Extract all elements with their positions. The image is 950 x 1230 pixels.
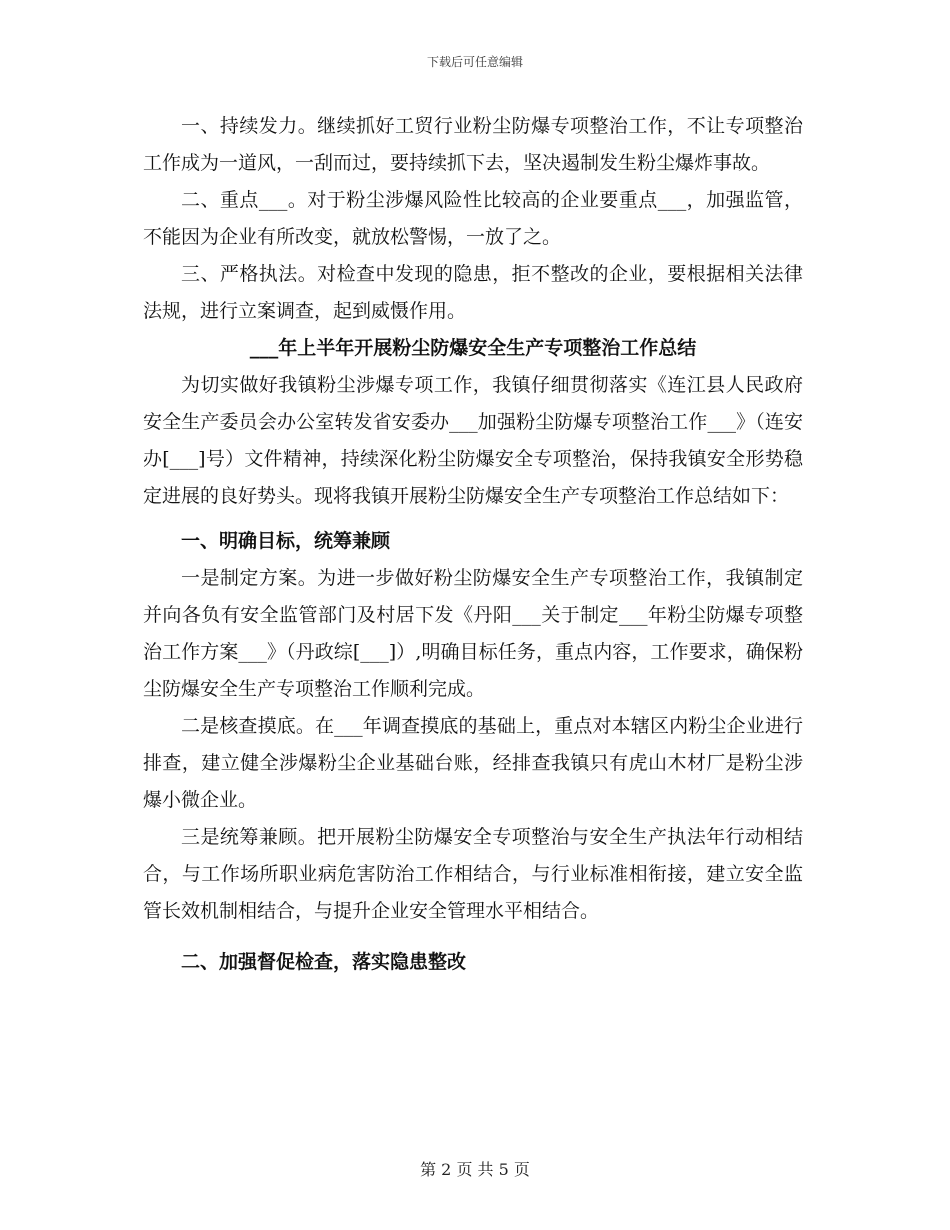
document-body bbox=[143, 108, 803, 981]
paragraph-key-focus: 二、重点___。对于粉尘涉爆风险性比较高的企业要重点___，加强监管，不能因为企业有所改变，就放松警惕，一放了之。 bbox=[143, 189, 803, 248]
paragraph-coordination: 三是统筹兼顾。把开展粉尘防爆安全专项整治与安全生产执法年行动相结合，与工作场所职业病危害防治工作相结合，与行业标准相衔接，建立安全监管长效机制相结合，与提升企业安全管理水平相结合。 bbox=[143, 826, 803, 922]
paragraph-sustain-effort: 一、持续发力。继续抓好工贸行业粉尘防爆专项整治工作，不让专项整治工作成为一道风，一刮而过，要持续抓下去，坚决遏制发生粉尘爆炸事故。 bbox=[143, 115, 803, 174]
page-number: 第 2 页 共 5 页 bbox=[420, 1160, 530, 1179]
page-header: 下载后可任意编辑 bbox=[426, 55, 523, 69]
paragraph-make-plan: 一是制定方案。为进一步做好粉尘防爆安全生产专项整治工作，我镇制定并向各负有安全监管部门及村居下发《丹阳___关于制定___年粉尘防爆专项整治工作方案___》（丹政综[___]）,明确目标任务，重点内容，工作要求，确保粉尘防爆安全生产专项整治工作顺利完成。 bbox=[143, 567, 803, 700]
section-title: ___年上半年开展粉尘防爆安全生产专项整治工作总结 bbox=[249, 337, 697, 359]
paragraph-strict-enforcement: 三、严格执法。对检查中发现的隐患，拒不整改的企业，要根据相关法律法规，进行立案调查，起到威慑作用。 bbox=[143, 263, 803, 322]
heading-clear-goals: 一、明确目标，统筹兼顾 bbox=[181, 530, 391, 552]
paragraph-intro: 为切实做好我镇粉尘涉爆专项工作，我镇仔细贯彻落实《连江县人民政府安全生产委员会办公室转发省安委办___加强粉尘防爆专项整治工作___》（连安办[___]号）文件精神，持续深化粉尘防爆安全专项整治，保持我镇安全形势稳定进展的良好势头。现将我镇开展粉尘防爆安全生产专项整治工作总结如下： bbox=[143, 374, 803, 507]
paragraph-investigation: 二是核查摸底。在___年调查摸底的基础上，重点对本辖区内粉尘企业进行排查，建立健全涉爆粉尘企业基础台账，经排查我镇只有虎山木材厂是粉尘涉爆小微企业。 bbox=[143, 715, 803, 811]
heading-supervision: 二、加强督促检查，落实隐患整改 bbox=[181, 951, 467, 973]
